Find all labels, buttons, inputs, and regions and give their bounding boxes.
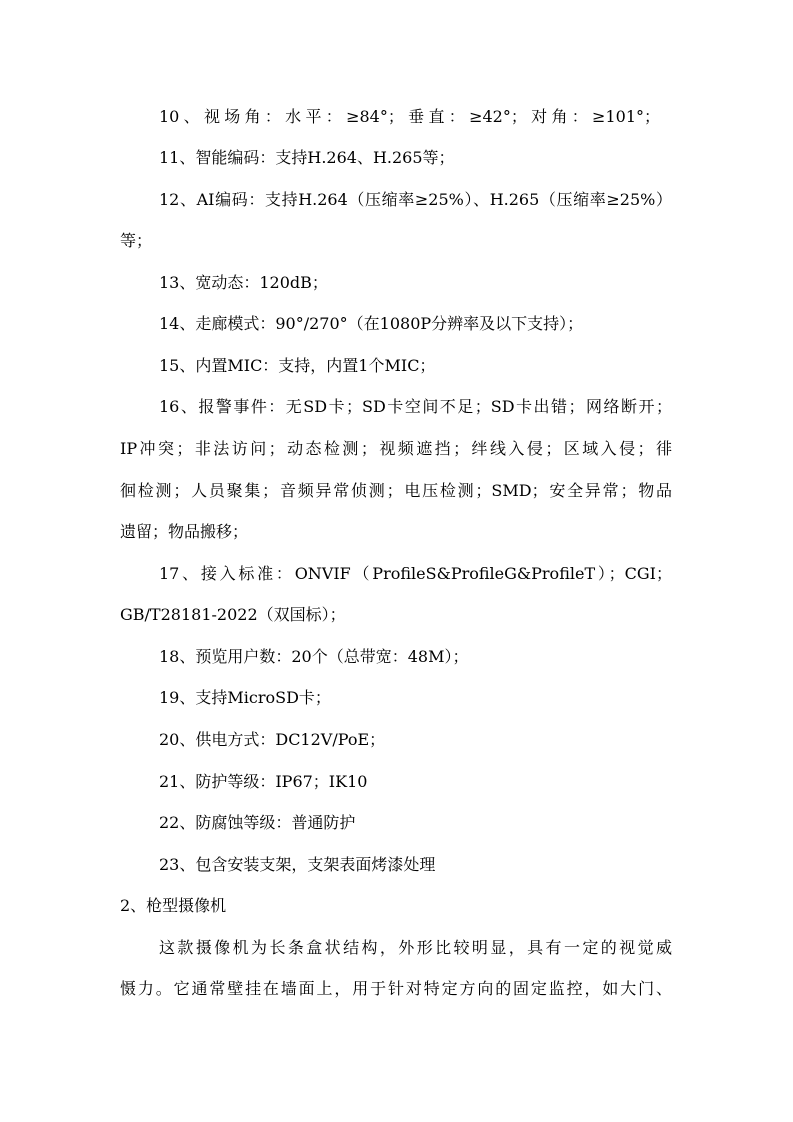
spec-item-16-alarm-events-line-3: 徊检测；人员聚集；音频异常侦测；电压检测；SMD；安全异常；物品 bbox=[120, 481, 672, 500]
spec-item-11-smart-encoding: 11、智能编码：支持H.264、H.265等； bbox=[159, 148, 455, 167]
spec-item-17-access-standard: 17、接入标准：ONVIF（ProfileS&ProfileG&ProfileT）；CGI； bbox=[159, 564, 672, 583]
spec-item-20-power-supply: 20、供电方式：DC12V/PoE； bbox=[159, 730, 386, 749]
spec-item-15-built-in-mic: 15、内置MIC：支持，内置1个MIC； bbox=[159, 356, 436, 375]
spec-item-21-protection-level: 21、防护等级：IP67；IK10 bbox=[159, 772, 368, 791]
spec-item-12-ai-encoding: 12、AI编码：支持H.264（压缩率≥25%）、H.265（压缩率≥25%） bbox=[159, 190, 672, 209]
body-paragraph-line-1: 这款摄像机为长条盒状结构，外形比较明显，具有一定的视觉威 bbox=[159, 938, 672, 957]
spec-item-16-alarm-events-line-2: IP冲突；非法访问；动态检测；视频遮挡；绊线入侵；区域入侵；徘 bbox=[120, 439, 672, 458]
spec-item-14-corridor-mode: 14、走廊模式：90°/270°（在1080P分辨率及以下支持）； bbox=[159, 314, 584, 333]
spec-item-22-anticorrosion-level: 22、防腐蚀等级：普通防护 bbox=[159, 813, 356, 832]
section-heading-bullet-camera: 2、枪型摄像机 bbox=[120, 896, 227, 915]
spec-item-16-alarm-events: 16、报警事件：无SD卡；SD卡空间不足；SD卡出错；网络断开； bbox=[159, 397, 672, 416]
spec-item-10-field-of-view: 10、视场角：水平：≥84°；垂直：≥42°；对角：≥101°； bbox=[159, 107, 660, 126]
spec-item-18-preview-users: 18、预览用户数：20个（总带宽：48M）； bbox=[159, 647, 469, 666]
spec-item-17-access-standard-continued: GB/T28181-2022（双国标）； bbox=[120, 605, 346, 624]
spec-item-23-mounting-bracket: 23、包含安装支架，支架表面烤漆处理 bbox=[159, 855, 436, 874]
spec-item-12-ai-encoding-continued: 等； bbox=[120, 231, 153, 250]
body-paragraph-line-2: 慑力。它通常壁挂在墙面上，用于针对特定方向的固定监控，如大门、 bbox=[120, 979, 672, 998]
spec-item-13-wdr: 13、宽动态：120dB； bbox=[159, 273, 328, 292]
spec-item-19-microsd: 19、支持MicroSD卡； bbox=[159, 688, 331, 707]
spec-item-16-alarm-events-line-4: 遗留；物品搬移； bbox=[120, 522, 249, 541]
